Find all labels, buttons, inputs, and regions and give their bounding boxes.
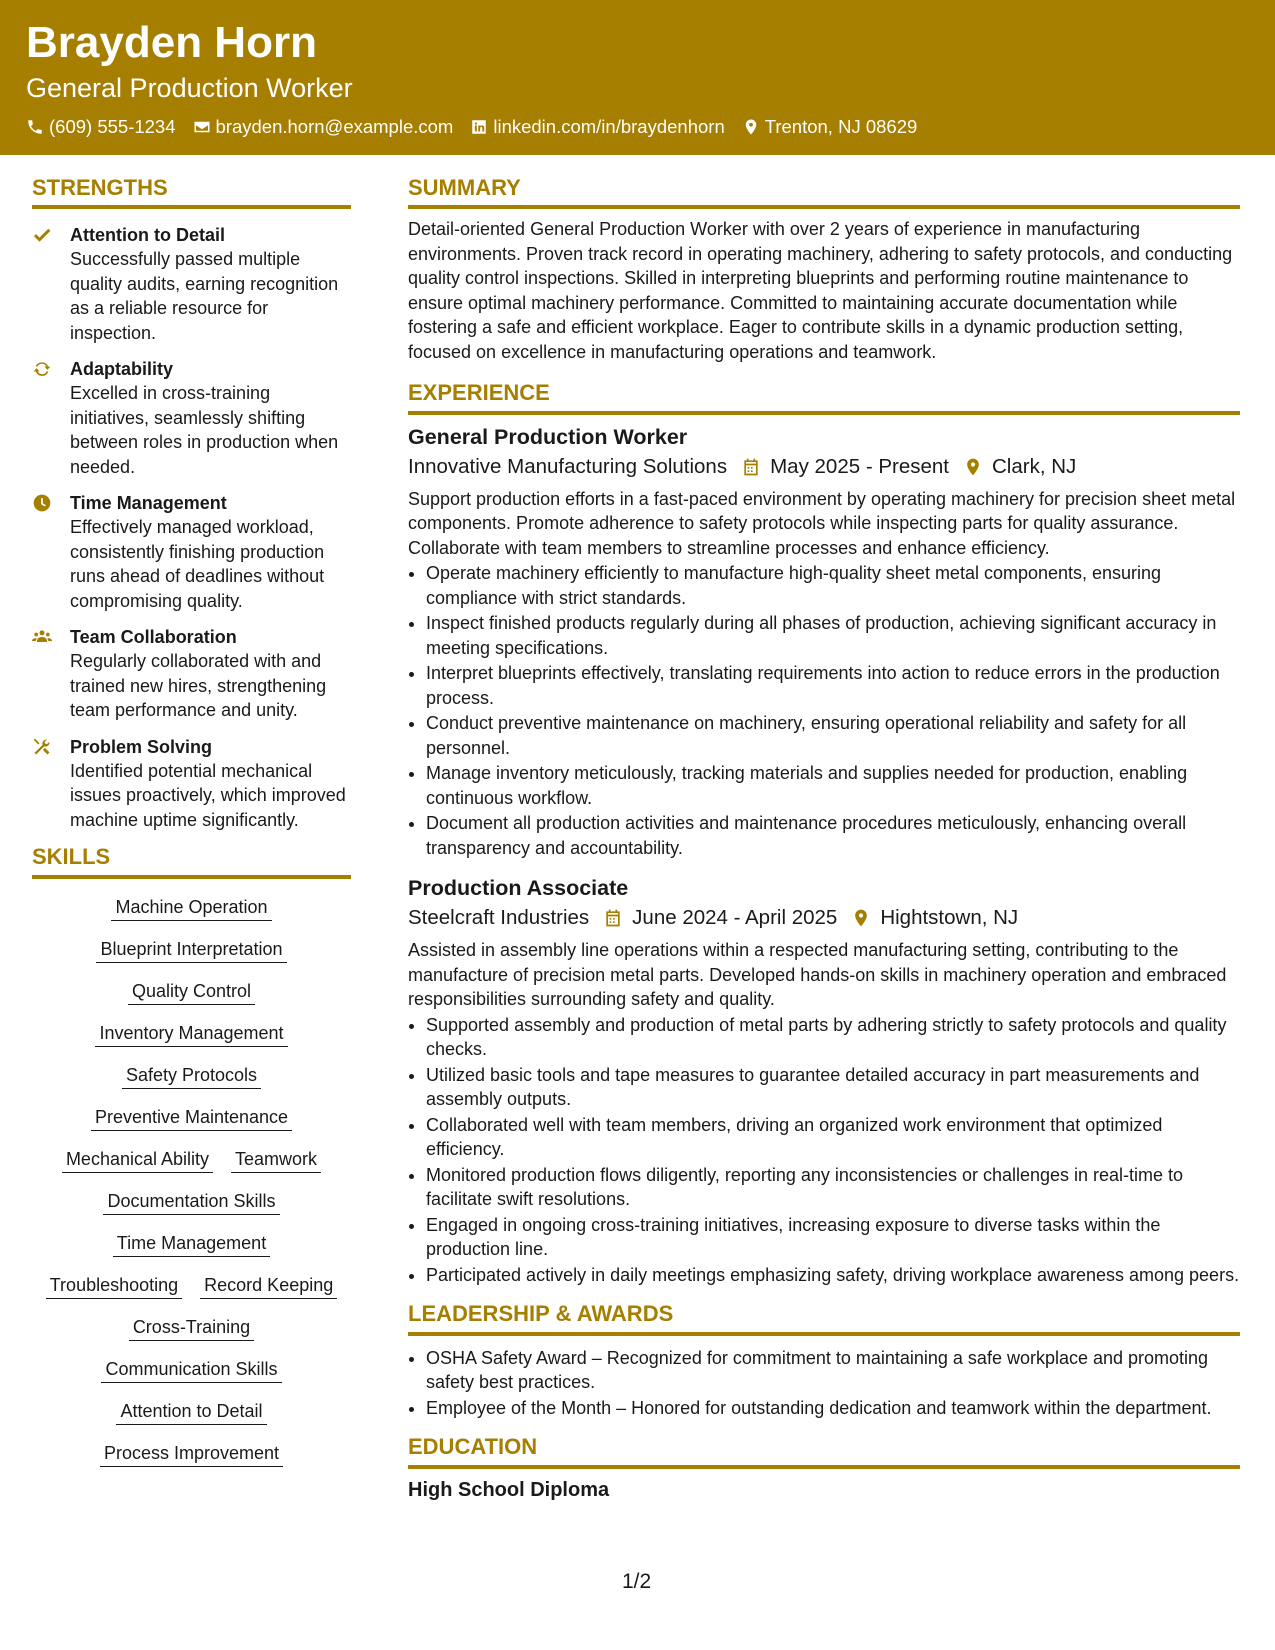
skills-heading: SKILLS bbox=[32, 844, 351, 878]
strength-item bbox=[32, 357, 351, 479]
map-pin-icon bbox=[963, 457, 983, 477]
job-location: Clark, NJ bbox=[992, 454, 1077, 478]
candidate-title: General Production Worker bbox=[26, 73, 353, 103]
job-role: Production Associate bbox=[408, 876, 629, 901]
awards-list bbox=[408, 1346, 1240, 1421]
skill-tag: Cross-Training bbox=[129, 1315, 254, 1341]
job-bullets bbox=[408, 561, 1240, 860]
bullet-item: • Engaged in ongoing cross-training initiatives, increasing exposure to diverse tasks within the production line. bbox=[426, 1213, 1240, 1262]
job-dates: May 2025 - Present bbox=[770, 454, 949, 478]
award-item: • OSHA Safety Award – Recognized for commitment to maintaining a safe workplace and promoting safety best practices. bbox=[426, 1346, 1240, 1395]
strength-item bbox=[32, 491, 351, 613]
phone-icon bbox=[26, 118, 44, 136]
skill-tag: Machine Operation bbox=[111, 895, 271, 921]
contact-email[interactable] bbox=[193, 116, 454, 138]
strength-desc: Identified potential mechanical issues proactively, which improved machine uptime significantly. bbox=[70, 760, 346, 830]
skill-tag: Troubleshooting bbox=[46, 1273, 182, 1299]
bullet-item: • Manage inventory meticulously, tracking materials and supplies needed for production, enabling continuous workflow. bbox=[426, 761, 1240, 810]
strength-desc: Regularly collaborated with and trained new hires, strengthening team performance and unity. bbox=[70, 651, 327, 721]
skill-tag: Quality Control bbox=[128, 979, 255, 1005]
skill-tag: Attention to Detail bbox=[116, 1399, 266, 1425]
summary-heading: SUMMARY bbox=[408, 175, 1240, 209]
strength-item bbox=[32, 223, 351, 345]
job-meta bbox=[408, 453, 1240, 481]
phone-text: (609) 555-1234 bbox=[49, 116, 176, 137]
bullet-item: • Document all production activities and maintenance procedures meticulously, enhancing overall transparency and accountability. bbox=[426, 811, 1240, 860]
bullet-item: • Conduct preventive maintenance on machinery, ensuring operational reliability and safety for all personnel. bbox=[426, 711, 1240, 760]
calendar-icon bbox=[741, 457, 761, 477]
skill-tag: Teamwork bbox=[231, 1147, 321, 1173]
bullet-item: • Interpret blueprints effectively, translating requirements into action to reduce errors in the production process. bbox=[426, 661, 1240, 710]
candidate-name: Brayden Horn bbox=[26, 18, 317, 67]
education-degree: High School Diploma bbox=[408, 1478, 610, 1501]
skill-tag: Process Improvement bbox=[100, 1441, 283, 1467]
right-column bbox=[408, 175, 1240, 1502]
strength-desc: Successfully passed multiple quality audits, earning recognition as a reliable resource for inspection. bbox=[70, 249, 339, 343]
job-description: Assisted in assembly line operations within a respected manufacturing setting, contributing to the manufacture of precision metal parts. Developed hands-on skills in machinery operation and embraced responsibilities surrounding safety and quality. bbox=[408, 940, 1227, 1010]
envelope-icon bbox=[193, 118, 211, 136]
job-meta bbox=[408, 904, 1240, 932]
job-company: Innovative Manufacturing Solutions bbox=[408, 454, 728, 478]
bullet-item: • Utilized basic tools and tape measures to guarantee detailed accuracy in part measurements and assembly outputs. bbox=[426, 1063, 1240, 1112]
strengths-heading: STRENGTHS bbox=[32, 175, 351, 209]
skill-tag: Mechanical Ability bbox=[62, 1147, 213, 1173]
bullet-item: • Supported assembly and production of metal parts by adhering strictly to safety protocols and quality checks. bbox=[426, 1013, 1240, 1062]
strengths-list bbox=[32, 223, 351, 832]
skill-tag: Safety Protocols bbox=[122, 1063, 261, 1089]
bullet-item: • Inspect finished products regularly during all phases of production, achieving significant accuracy in meeting specifications. bbox=[426, 611, 1240, 660]
linkedin-icon bbox=[470, 118, 488, 136]
job-bullets bbox=[408, 1013, 1240, 1288]
bullet-item: • Monitored production flows diligently, reporting any inconsistencies or challenges in real-time to facilitate swift resolutions. bbox=[426, 1163, 1240, 1212]
skill-tag: Preventive Maintenance bbox=[91, 1105, 292, 1131]
skill-tag: Inventory Management bbox=[95, 1021, 287, 1047]
strength-title: Attention to Detail bbox=[70, 225, 225, 246]
skill-tag: Documentation Skills bbox=[103, 1189, 279, 1215]
bullet-item: • Operate machinery efficiently to manufacture high-quality sheet metal components, ensuring compliance with strict standards. bbox=[426, 561, 1240, 610]
job-role: General Production Worker bbox=[408, 424, 688, 449]
award-item: • Employee of the Month – Honored for outstanding dedication and teamwork within the department. bbox=[426, 1396, 1240, 1421]
tools-icon bbox=[32, 737, 52, 757]
calendar-icon bbox=[603, 908, 623, 928]
contact-linkedin[interactable] bbox=[470, 116, 724, 138]
skill-tag: Blueprint Interpretation bbox=[96, 937, 286, 963]
resume-header bbox=[0, 0, 1275, 155]
education-heading: EDUCATION bbox=[408, 1434, 1240, 1468]
job-dates: June 2024 - April 2025 bbox=[632, 906, 838, 930]
job-description: Support production efforts in a fast-paced environment by operating machinery for precision sheet metal components. Promote adherence to safety protocols while inspecting parts for quality assurance. Collaborate with team members to streamline processes and enhance efficiency. bbox=[408, 488, 1236, 558]
left-column bbox=[32, 175, 351, 1483]
map-pin-icon bbox=[742, 118, 760, 136]
linkedin-text: linkedin.com/in/braydenhorn bbox=[493, 116, 725, 137]
summary-text: Detail-oriented General Production Worker with over 2 years of experience in manufacturing environments. Proven track record in operating machinery, adhering to safety protocols, and conducting quality control inspections. Skilled in interpreting blueprints and performing routine maintenance to ensure optimal machinery performance. Committed to maintaining accurate documentation while fostering a safe and efficient workplace. Eager to contribute skills in a dynamic production setting, focused on excellence in manufacturing operations and teamwork. bbox=[408, 219, 1233, 362]
experience-heading: EXPERIENCE bbox=[408, 380, 1240, 414]
job-location: Hightstown, NJ bbox=[880, 906, 1019, 930]
job-entry bbox=[408, 874, 1240, 1287]
refresh-icon bbox=[32, 359, 52, 379]
skill-tag: Record Keeping bbox=[200, 1273, 337, 1299]
contact-row bbox=[26, 116, 934, 138]
contact-phone[interactable] bbox=[26, 116, 176, 138]
skill-tag: Communication Skills bbox=[101, 1357, 281, 1383]
awards-heading: LEADERSHIP & AWARDS bbox=[408, 1301, 1240, 1335]
skills-list bbox=[32, 895, 351, 1483]
map-pin-icon bbox=[851, 908, 871, 928]
check-icon bbox=[32, 225, 52, 245]
bullet-item: • Collaborated well with team members, driving an organized work environment that optimized efficiency. bbox=[426, 1113, 1240, 1162]
contact-location bbox=[742, 116, 918, 138]
users-icon bbox=[32, 627, 52, 647]
strength-title: Problem Solving bbox=[70, 736, 213, 757]
strength-item bbox=[32, 625, 351, 723]
job-company: Steelcraft Industries bbox=[408, 906, 590, 930]
strength-desc: Excelled in cross-training initiatives, seamlessly shifting between roles in production when needed. bbox=[70, 383, 339, 477]
skill-tag: Time Management bbox=[113, 1231, 270, 1257]
location-text: Trenton, NJ 08629 bbox=[764, 116, 918, 137]
strength-item bbox=[32, 735, 351, 833]
page-number: 1/2 bbox=[622, 1570, 652, 1593]
email-text: brayden.horn@example.com bbox=[215, 116, 454, 137]
strength-title: Team Collaboration bbox=[70, 627, 237, 648]
strength-title: Time Management bbox=[70, 493, 227, 514]
strength-title: Adaptability bbox=[70, 359, 174, 380]
strength-desc: Effectively managed workload, consistently finishing production runs ahead of deadlines without compromising quality. bbox=[70, 517, 325, 611]
bullet-item: • Participated actively in daily meetings emphasizing safety, driving workplace awareness among peers. bbox=[426, 1263, 1240, 1288]
clock-icon bbox=[32, 493, 52, 513]
job-entry bbox=[408, 423, 1240, 861]
